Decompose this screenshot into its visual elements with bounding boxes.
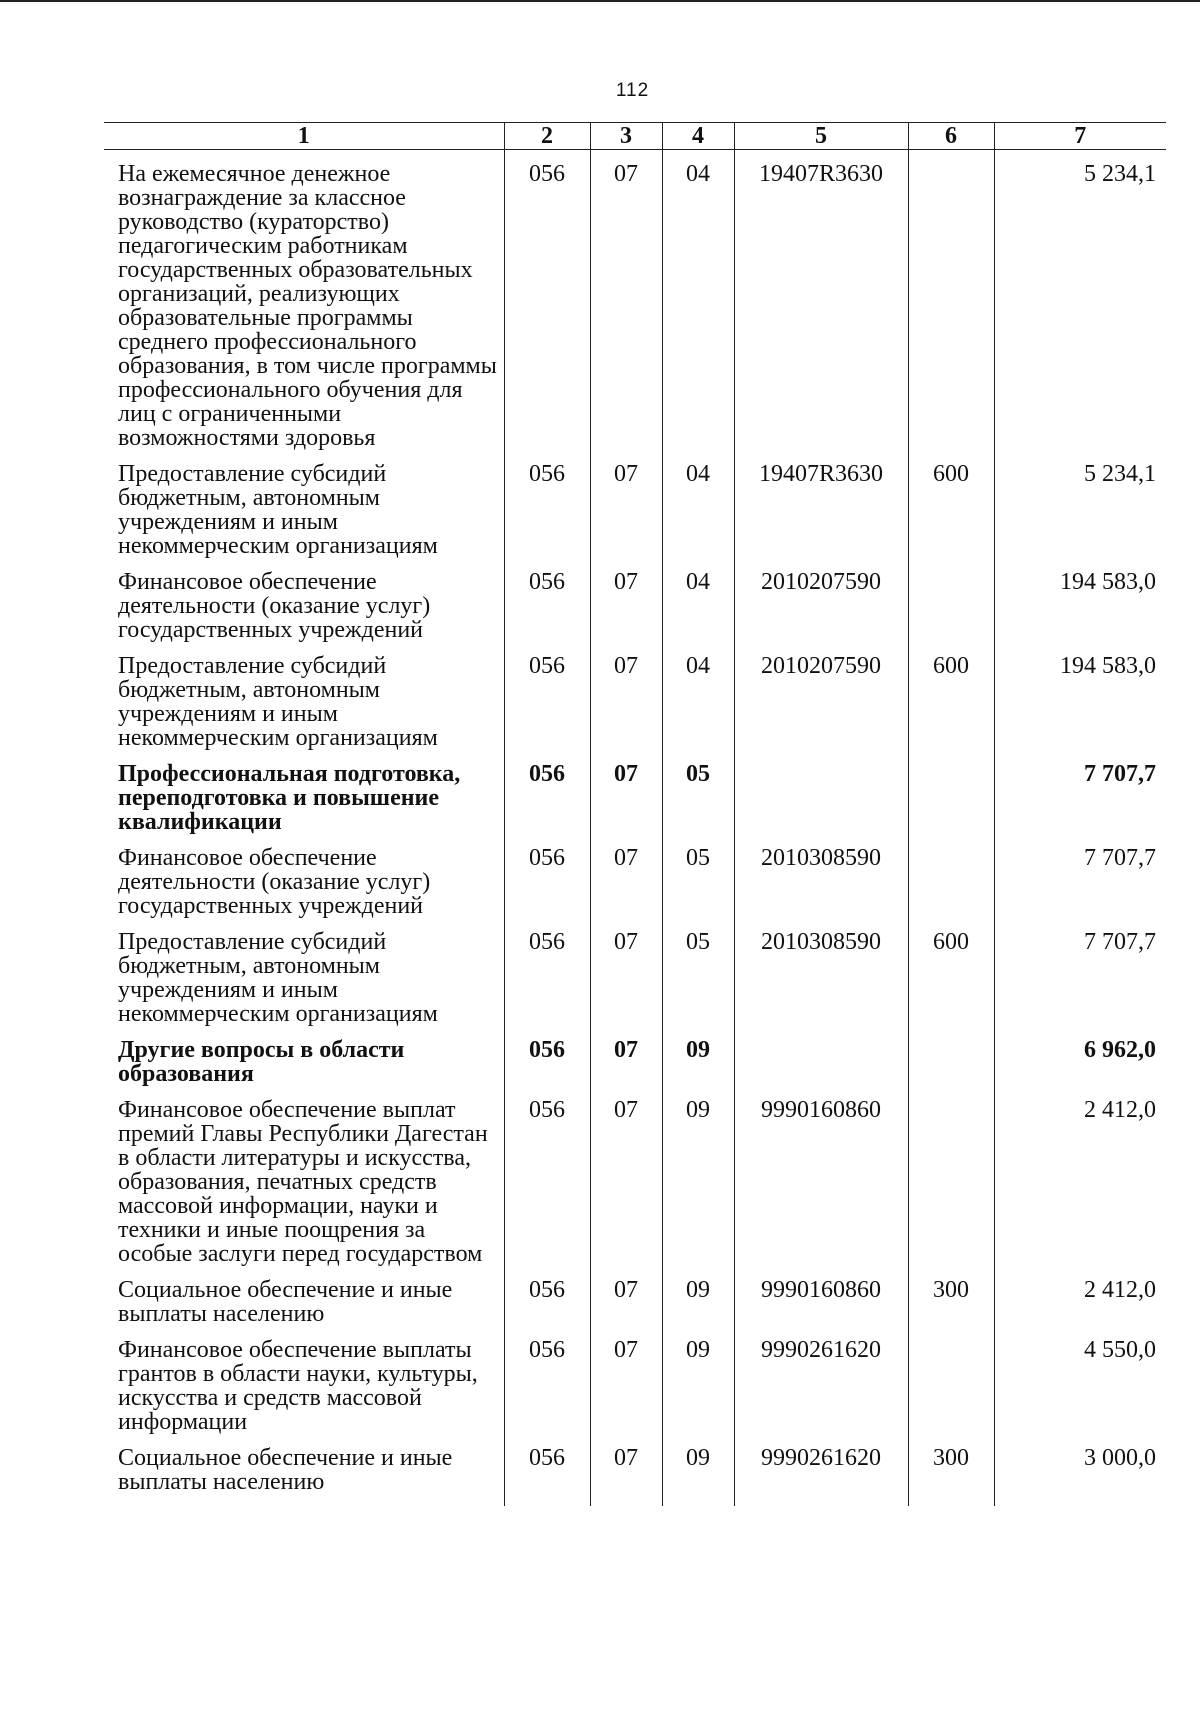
row-col-5: 9990261620 [734, 1446, 908, 1506]
table-row [104, 1338, 1166, 1434]
table-row [104, 654, 1166, 750]
table-row [104, 930, 1166, 1026]
row-col-4: 05 [662, 846, 734, 918]
row-col-2: 056 [504, 654, 590, 750]
spacer-cell [908, 1086, 994, 1098]
row-col-6 [908, 846, 994, 918]
row-name: Предоставление субсидий бюджетным, автономным учреждениям и иным некоммерческим организациям [118, 929, 438, 1027]
row-col-6 [908, 1098, 994, 1266]
row-col-2: 056 [504, 1098, 590, 1266]
header-col-7: 7 [994, 123, 1166, 150]
page-number: 112 [615, 80, 650, 101]
row-amount: 2 412,0 [994, 1098, 1166, 1266]
row-col-4: 09 [662, 1278, 734, 1326]
row-col-4: 04 [662, 162, 734, 450]
row-col-2: 056 [504, 930, 590, 1026]
row-col-3: 07 [590, 654, 662, 750]
row-amount: 7 707,7 [994, 846, 1166, 918]
row-col-3: 07 [590, 846, 662, 918]
row-name: Социальное обеспечение и иные выплаты населению [118, 1445, 453, 1495]
row-col-5: 9990160860 [734, 1098, 908, 1266]
row-col-2: 056 [504, 1338, 590, 1434]
row-col-3: 07 [590, 1446, 662, 1506]
row-col-5: 2010308590 [734, 930, 908, 1026]
row-col-4: 05 [662, 762, 734, 834]
row-col-4: 04 [662, 462, 734, 558]
table-row [104, 162, 1166, 450]
row-col-4: 09 [662, 1338, 734, 1434]
row-col-5: 19407R3630 [734, 162, 908, 450]
row-name: Финансовое обеспечение деятельности (оказание услуг) государственных учреждений [118, 569, 431, 643]
row-amount: 5 234,1 [994, 162, 1166, 450]
row-col-6: 600 [908, 462, 994, 558]
row-col-2: 056 [504, 1038, 590, 1086]
row-name: Финансовое обеспечение деятельности (оказание услуг) государственных учреждений [118, 845, 431, 919]
row-col-3: 07 [590, 930, 662, 1026]
row-col-5: 9990160860 [734, 1278, 908, 1326]
spacer-cell [908, 150, 994, 163]
row-col-3: 07 [590, 1278, 662, 1326]
row-col-3: 07 [590, 1038, 662, 1086]
row-col-2: 056 [504, 162, 590, 450]
header-col-1: 1 [104, 123, 504, 150]
row-col-3: 07 [590, 1338, 662, 1434]
row-col-3: 07 [590, 1098, 662, 1266]
row-col-4: 04 [662, 570, 734, 642]
row-col-3: 07 [590, 570, 662, 642]
row-col-6 [908, 570, 994, 642]
row-col-5: 2010308590 [734, 846, 908, 918]
row-col-6 [908, 162, 994, 450]
row-amount: 194 583,0 [994, 570, 1166, 642]
row-col-5: 2010207590 [734, 570, 908, 642]
row-col-4: 04 [662, 654, 734, 750]
table-header-row [104, 123, 1166, 150]
row-amount: 7 707,7 [994, 762, 1166, 834]
header-col-4: 4 [662, 123, 734, 150]
row-name: Финансовое обеспечение выплат премий Главы Республики Дагестан в области литературы и искусства, образования, печатных средств массовой информации, науки и техники и иные поощрения за особые заслуги перед государством [118, 1097, 488, 1267]
row-col-6: 600 [908, 654, 994, 750]
row-col-6: 600 [908, 930, 994, 1026]
row-amount: 4 550,0 [994, 1338, 1166, 1434]
row-col-6: 300 [908, 1446, 994, 1506]
header-col-6: 6 [908, 123, 994, 150]
row-col-6 [908, 1338, 994, 1434]
row-name: На ежемесячное денежное вознаграждение за классное руководство (кураторство) педагогическим работникам государственных образовательных организаций, реализующих образовательные программы среднего профессионального образования, в том числе программы профессионального обучения для лиц с ограниченными возможностями здоровья [118, 161, 497, 451]
row-amount: 2 412,0 [994, 1278, 1166, 1326]
spacer-cell [908, 834, 994, 846]
row-col-6 [908, 762, 994, 834]
row-amount: 6 962,0 [994, 1038, 1166, 1086]
row-col-5: 19407R3630 [734, 462, 908, 558]
table-row [104, 1098, 1166, 1266]
table-row [104, 1038, 1166, 1086]
row-name: Социальное обеспечение и иные выплаты населению [118, 1277, 453, 1327]
spacer-cell [908, 1326, 994, 1338]
budget-table [104, 122, 1166, 1506]
row-col-3: 07 [590, 462, 662, 558]
row-amount: 194 583,0 [994, 654, 1166, 750]
row-col-3: 07 [590, 762, 662, 834]
row-col-5: 2010207590 [734, 654, 908, 750]
row-amount: 5 234,1 [994, 462, 1166, 558]
row-col-2: 056 [504, 1446, 590, 1506]
row-amount: 3 000,0 [994, 1446, 1166, 1506]
table-row [104, 1446, 1166, 1506]
row-col-6 [908, 1038, 994, 1086]
row-col-2: 056 [504, 762, 590, 834]
spacer-cell [734, 1026, 908, 1038]
spacer-cell [908, 750, 994, 762]
row-col-2: 056 [504, 570, 590, 642]
header-col-3: 3 [590, 123, 662, 150]
table-body [104, 150, 1166, 1507]
row-col-3: 07 [590, 162, 662, 450]
spacer-cell [734, 750, 908, 762]
spacer-cell [908, 558, 994, 570]
row-amount: 7 707,7 [994, 930, 1166, 1026]
table-row [104, 570, 1166, 642]
row-col-5 [734, 1038, 908, 1086]
table-row [104, 762, 1166, 834]
row-name: Финансовое обеспечение выплаты грантов в области науки, культуры, искусства и средств массовой информации [118, 1337, 478, 1435]
row-col-4: 09 [662, 1038, 734, 1086]
header-col-2: 2 [504, 123, 590, 150]
row-col-6: 300 [908, 1278, 994, 1326]
row-col-2: 056 [504, 1278, 590, 1326]
spacer-cell [908, 1026, 994, 1038]
row-col-2: 056 [504, 462, 590, 558]
page-top-border [0, 0, 1200, 2]
table-row [104, 462, 1166, 558]
row-col-5: 9990261620 [734, 1338, 908, 1434]
row-col-4: 09 [662, 1098, 734, 1266]
header-col-5: 5 [734, 123, 908, 150]
row-name: Другие вопросы в области образования [118, 1037, 405, 1087]
row-col-5 [734, 762, 908, 834]
row-name: Профессиональная подготовка, переподготовка и повышение квалификации [118, 761, 461, 835]
row-col-4: 09 [662, 1446, 734, 1506]
row-col-4: 05 [662, 930, 734, 1026]
table-row [104, 846, 1166, 918]
table-row [104, 1278, 1166, 1326]
row-col-2: 056 [504, 846, 590, 918]
row-name: Предоставление субсидий бюджетным, автономным учреждениям и иным некоммерческим организациям [118, 461, 438, 559]
row-name: Предоставление субсидий бюджетным, автономным учреждениям и иным некоммерческим организациям [118, 653, 438, 751]
